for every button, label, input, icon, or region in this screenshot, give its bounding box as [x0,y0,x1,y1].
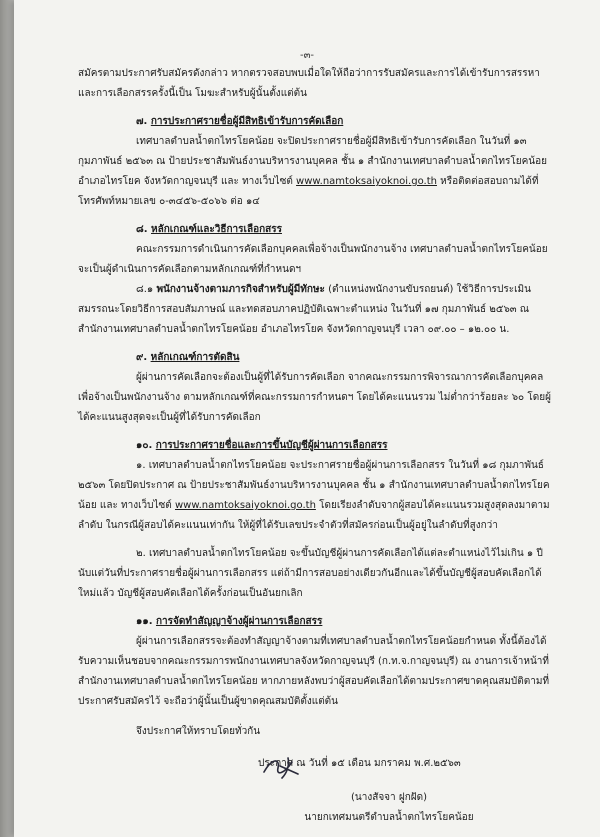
section-7-title: การประกาศรายชื่อผู้มีสิทธิเข้ารับการคัดเลือก [150,116,344,127]
signer-block [264,788,514,828]
section-11-heading [136,612,556,632]
section-11-title: การจัดทำสัญญาจ้างผู้ผ่านการเลือกสรร [155,616,323,627]
section-7-text [78,132,556,212]
page-number: -๓- [299,50,315,61]
section-9-heading [136,348,556,368]
section-10-item-1-text: ๑. เทศบาลตำบลน้ำตกไทรโยคน้อย จะประกาศรายชื่อผู้ผ่านการเลือกสรร ในวันที่ ๑๘ กุมภาพันธ์ ๒๕๖๓ โดยปิดประกาศ ณ ป้ายประชาสัมพันธ์งานบริหารงานบุคคล ชั้น ๑ สำนักงานเทศบาลตำบลน้ำตกไทรโยคน้อย และ ทางเว็บไซต์ [78,460,550,511]
section-9-text: ผู้ผ่านการคัดเลือกจะต้องเป็นผู้ที่ได้รับการคัดเลือก จากคณะกรรมการพิจารณาการคัดเลือกบุคคลเพื่อจ้างเป็นพนักงานจ้าง ตามหลักเกณฑ์ที่คณะกรรมการกำหนดฯ โดยได้คะแนนรวม ไม่ต่ำกว่าร้อยละ ๖๐ โดยผู้ได้คะแนนสูงสุดจะเป็นผู้ที่ได้รับการคัดเลือก [78,372,551,423]
section-9-number: ๙. [136,352,148,363]
section-7-website-link[interactable]: www.namtoksaiyoknoi.go.th [296,176,437,187]
signer-name: (นางสัจจา ฝูกฝัด) [350,792,428,803]
section-8-title: หลักเกณฑ์และวิธีการเลือกสรร [151,224,282,235]
section-10-item-1 [78,456,556,536]
section-10-item-2: ๒. เทศบาลตำบลน้ำตกไทรโยคน้อย จะขึ้นบัญชีผู้ผ่านการคัดเลือกได้แต่ละตำแหน่งไว้ไม่เกิน ๑ ปี นับแต่วันที่ประกาศรายชื่อผู้ผ่านการเลือกสรร แต่ถ้ามีการสอบอย่างเดียวกันอีกและได้ขึ้นบัญชีผู้สอบคัดเลือกได้ใหม่แล้ว บัญชีผู้สอบคัดเลือกได้ครั้งก่อนเป็นอันยกเลิก [78,548,543,599]
closing-statement: จึงประกาศให้ทราบโดยทั่วกัน [136,726,261,737]
signer-title: นายกเทศมนตรีตำบลน้ำตกไทรโยคน้อย [304,812,474,823]
section-7-number: ๗. [136,116,148,127]
section-8-1-body: (ตำแหน่งพนักงานขับรถยนต์) ใช้วิธีการประเมินสมรรถนะโดยวิธีการสอบสัมภาษณ์ และทดสอบภาคปฏิบัติเฉพาะตำแหน่ง ในวันที่ ๑๗ กุมภาพันธ์ ๒๕๖๓ ณ สำนักงานเทศบาลตำบลน้ำตกไทรโยคน้อย อำเภอไทรโยค จังหวัดกาญจนบุรี เวลา ๐๙.๐๐ – ๑๒.๐๐ น. [78,284,531,335]
section-8-1-title: พนักงานจ้างตามภารกิจสำหรับผู้มีทักษะ [156,284,325,295]
section-7-heading [136,112,556,132]
lead-paragraph: สมัครตามประกาศรับสมัครดังกล่าว หากตรวจสอบพบเมื่อใดให้ถือว่าการรับสมัครและการได้เข้ารับการสรรหาและการเลือกสรรครั้งนี้เป็น โมฆะสำหรับผู้นั้นตั้งแต่ต้น [78,68,540,99]
section-10-item-1-text-2: โดยเรียงลำดับจากผู้สอบได้คะแนนรวมสูงสุดลงมาตามลำดับ ในกรณีผู้สอบได้คะแนนเท่ากัน ให้ผู้ที่ได้รับเลขประจำตัวที่สมัครก่อนเป็นผู้อยู่ในลำดับที่สูงกว่า [78,500,550,531]
section-7-text-1: เทศบาลตำบลน้ำตกไทรโยคน้อย จะปิดประกาศรายชื่อผู้มีสิทธิเข้ารับการคัดเลือก ในวันที่ ๑๓ กุมภาพันธ์ ๒๕๖๓ ณ ป้ายประชาสัมพันธ์งานบริหารงานบุคคล ชั้น ๑ สำนักงานเทศบาลตำบลน้ำตกไทรโยคน้อย อำเภอไทรโยค จังหวัดกาญจนบุรี และ ทางเว็บไซต์ [78,136,547,187]
section-7-text-2: หรือติดต่อสอบถามได้ที่โทรศัพท์หมายเลข ๐-๓๔๕๖-๕๐๖๖ ต่อ ๑๔ [78,176,539,207]
section-11-number: ๑๑. [136,616,153,627]
section-8-text: คณะกรรมการดำเนินการคัดเลือกบุคคลเพื่อจ้างเป็นพนักงานจ้าง เทศบาลตำบลน้ำตกไทรโยคน้อย จะเป็นผู้ดำเนินการคัดเลือกตามหลักเกณฑ์ที่กำหนดฯ [78,244,548,275]
section-8-1-text [78,280,556,340]
section-10-heading [136,436,556,456]
section-8-1-number: ๘.๑ [136,284,154,295]
document-page [14,0,600,837]
section-10-website-link[interactable]: www.namtoksaiyoknoi.go.th [174,500,316,511]
section-8-number: ๘. [136,224,148,235]
section-11-text: ผู้ผ่านการเลือกสรรจะต้องทำสัญญาจ้างตามที่เทศบาลตำบลน้ำตกไทรโยคน้อยกำหนด ทั้งนี้ต้องได้รับความเห็นชอบจากคณะกรรมการพนักงานเทศบาลจังหวัดกาญจนบุรี (ก.ท.จ.กาญจนบุรี) ณ งานการเจ้าหน้าที่ สำนักงานเทศบาลตำบลน้ำตกไทรโยคน้อย หากภายหลังพบว่าผู้สอบคัดเลือกได้ตามประกาศขาดคุณสมบัติตามที่ประกาศรับสมัครไว้ จะถือว่าผู้นั้นเป็นผู้ขาดคุณสมบัติตั้งแต่ต้น [78,636,550,707]
document-body [78,64,556,774]
section-9-title: หลักเกณฑ์การตัดสิน [150,352,240,363]
signature-mark [254,752,314,782]
section-10-title: การประกาศรายชื่อและการขึ้นบัญชีผู้ผ่านการเลือกสรร [155,440,388,451]
announcement-date: ประกาศ ณ วันที่ ๑๕ เดือน มกราคม พ.ศ.๒๕๖๓ [258,758,461,769]
section-10-number: ๑๐. [136,440,153,451]
section-8-heading [136,220,556,240]
